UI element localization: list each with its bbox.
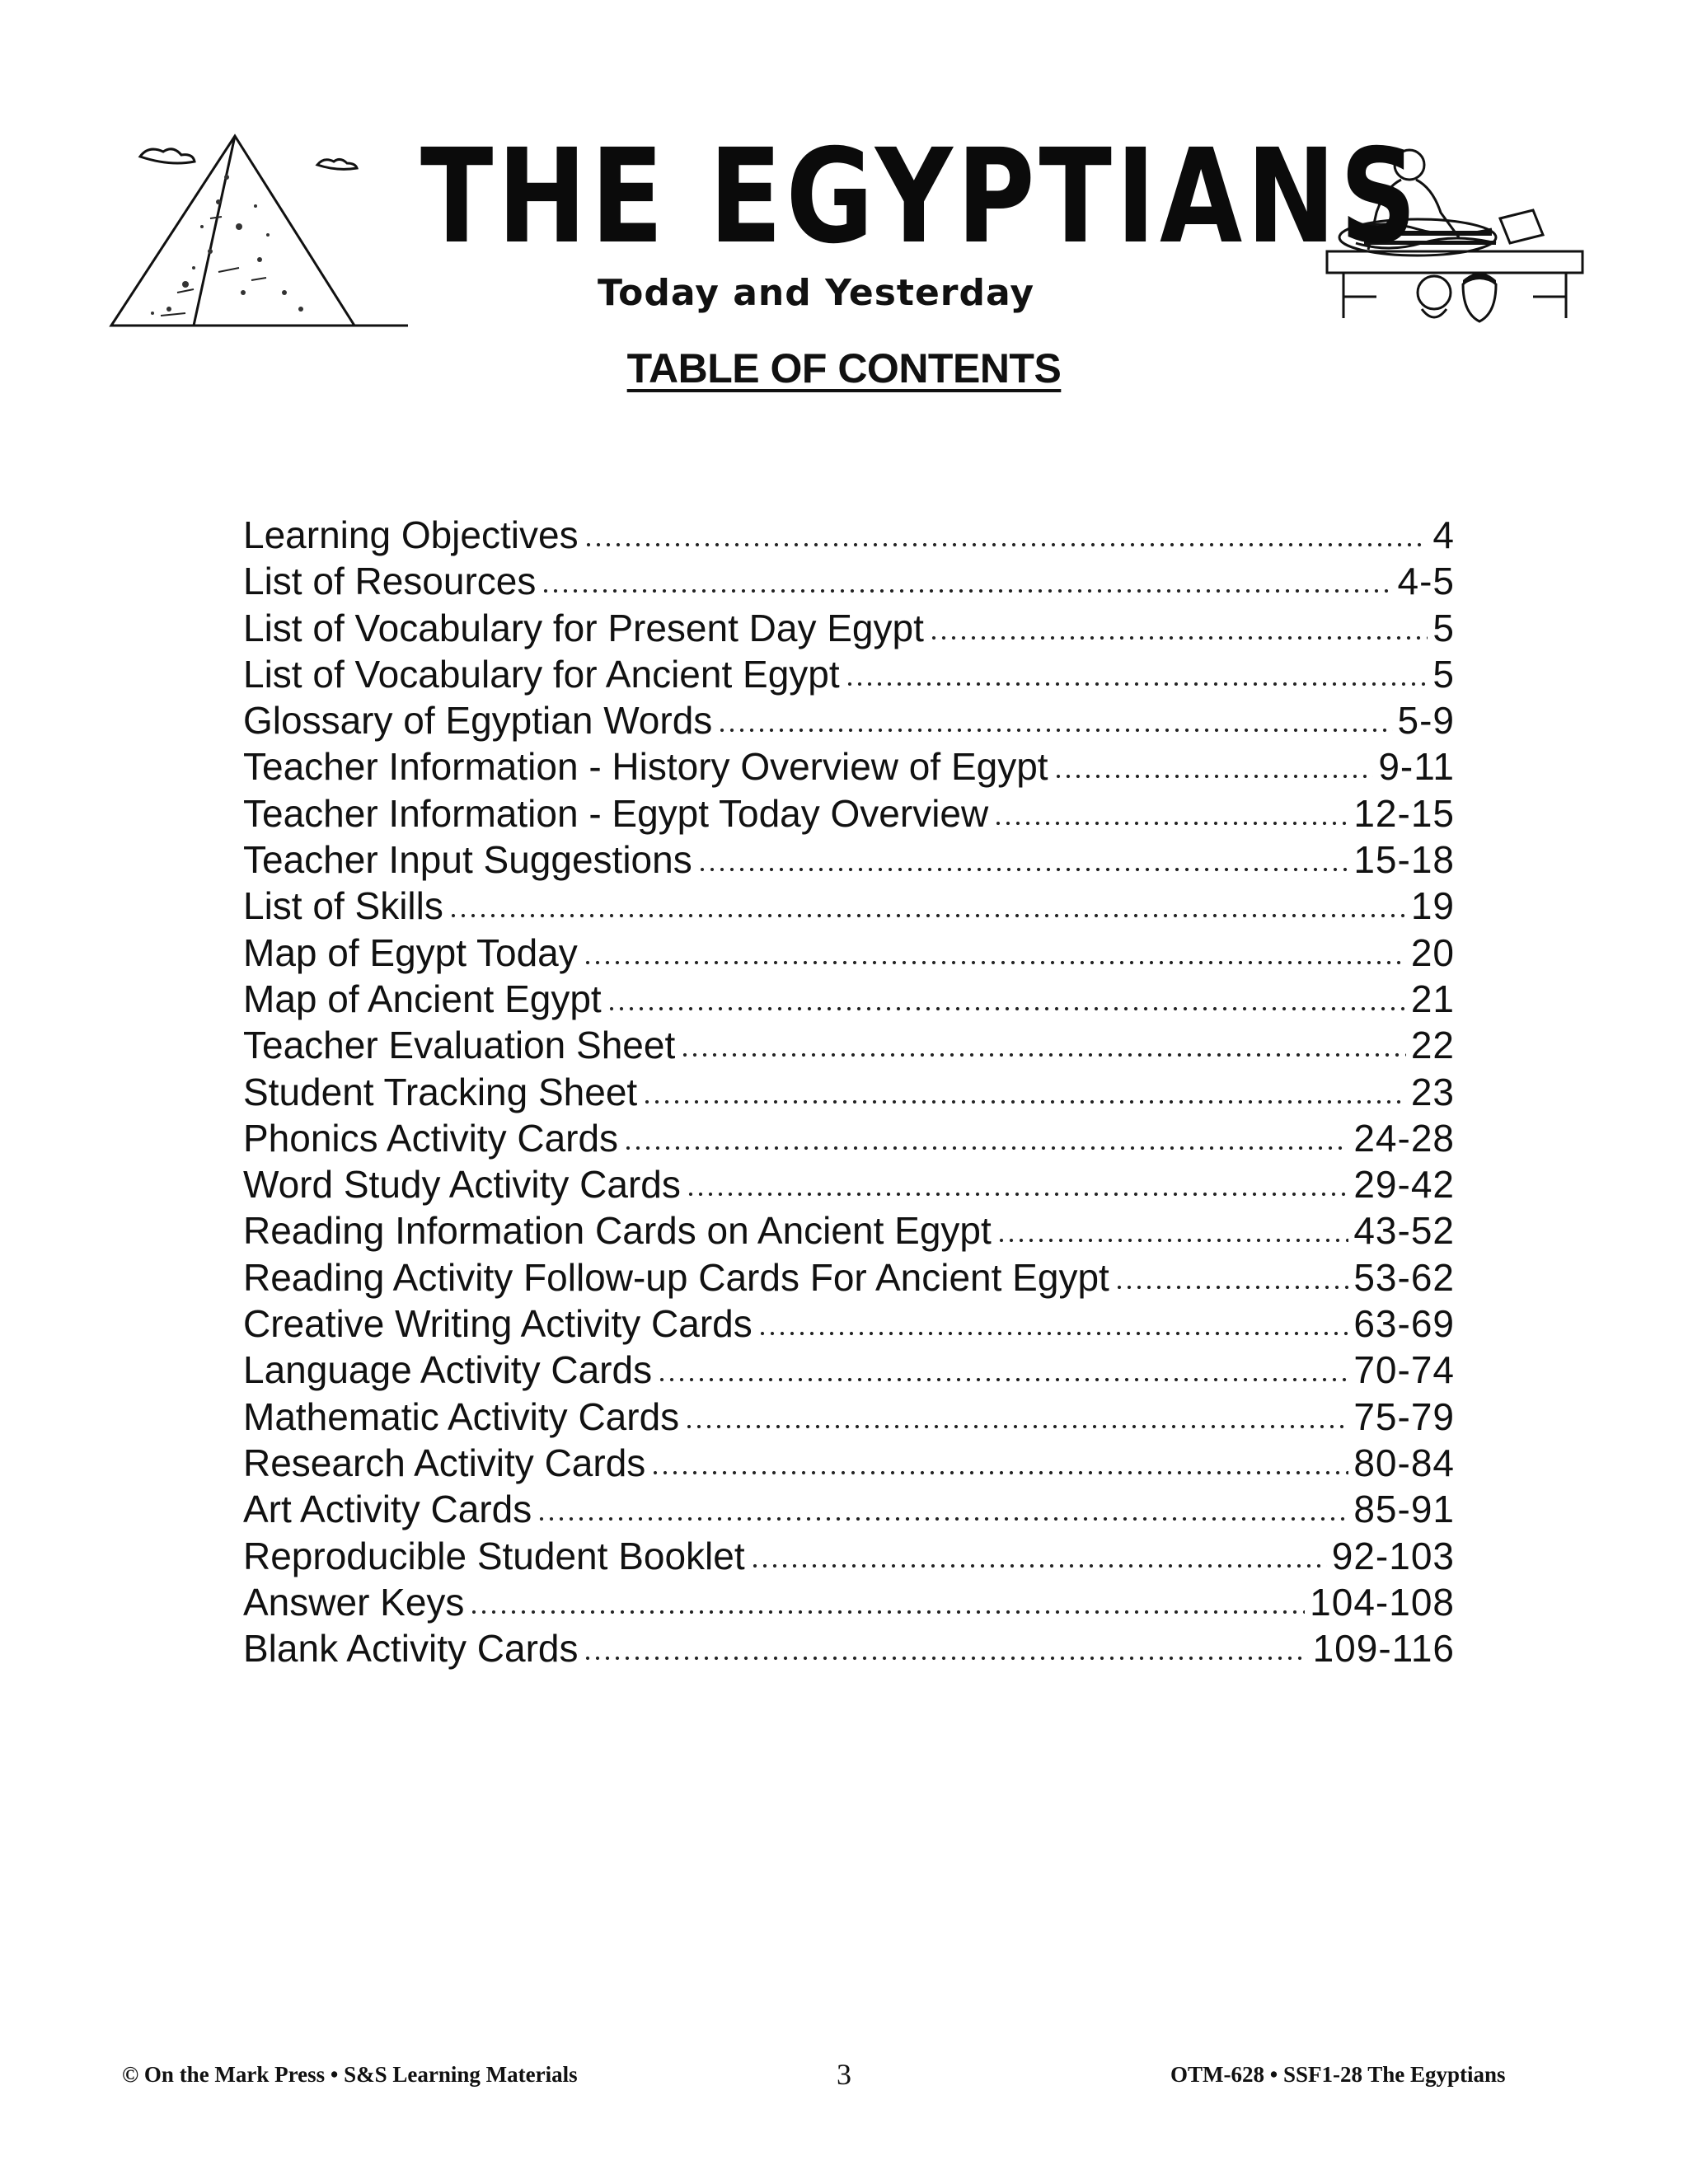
toc-entry-label: Reading Information Cards on Ancient Egypt	[243, 1209, 992, 1253]
toc-entry-label: Glossary of Egyptian Words	[243, 699, 713, 743]
toc-entry-label: Reading Activity Follow-up Cards For Ancient Egypt	[243, 1255, 1109, 1299]
toc-dot-leader	[657, 1376, 1348, 1383]
toc-entry-label: List of Vocabulary for Present Day Egypt	[243, 606, 924, 649]
toc-dot-leader	[697, 866, 1349, 873]
toc-entry-pages: 92-103	[1331, 1534, 1455, 1577]
toc-entry-label: Mathematic Activity Cards	[243, 1394, 680, 1438]
toc-entry-label: Teacher Evaluation Sheet	[243, 1024, 676, 1067]
toc-entry	[243, 1116, 1455, 1162]
toc-entry-label: Phonics Activity Cards	[243, 1116, 619, 1160]
toc-dot-leader	[650, 1469, 1348, 1476]
toc-entry-label: Map of Ancient Egypt	[243, 977, 602, 1020]
footer-publisher: © On the Mark Press • S&S Learning Materials	[122, 2062, 578, 2087]
toc-entry	[243, 1023, 1455, 1069]
toc-entry-pages: 23	[1410, 1070, 1455, 1113]
toc-entry-pages: 85-91	[1353, 1488, 1455, 1531]
toc-entry-pages: 75-79	[1353, 1394, 1455, 1438]
toc-entry-label: List of Vocabulary for Ancient Egypt	[243, 652, 840, 696]
toc-entry	[243, 837, 1455, 883]
toc-dot-leader	[584, 541, 1428, 548]
toc-entry-pages: 24-28	[1353, 1116, 1455, 1160]
toc-dot-leader	[757, 1330, 1349, 1337]
toc-entry	[243, 559, 1455, 605]
toc-entry-pages: 104-108	[1310, 1580, 1455, 1624]
toc-dot-leader	[623, 1145, 1348, 1151]
toc-dot-leader	[684, 1423, 1348, 1430]
toc-entry-pages: 12-15	[1353, 791, 1455, 835]
toc-entry-pages: 4-5	[1397, 560, 1455, 603]
toc-entry	[243, 930, 1455, 977]
toc-dot-leader	[750, 1563, 1327, 1569]
toc-dot-leader	[686, 1191, 1348, 1197]
page-number: 3	[837, 2058, 851, 2091]
toc-entry-pages: 109-116	[1312, 1627, 1455, 1671]
toc-dot-leader	[583, 959, 1406, 966]
toc-entry-pages: 43-52	[1353, 1209, 1455, 1253]
toc-dot-leader	[1114, 1284, 1349, 1291]
table-of-contents	[243, 513, 1455, 1672]
toc-entry-pages: 80-84	[1353, 1441, 1455, 1484]
toc-entry-pages: 4	[1432, 513, 1455, 556]
toc-entry-pages: 5	[1432, 652, 1455, 696]
toc-entry	[243, 652, 1455, 698]
toc-dot-leader	[680, 1052, 1406, 1058]
toc-entry-pages: 63-69	[1353, 1302, 1455, 1346]
toc-dot-leader	[537, 1516, 1348, 1522]
pyramid-icon	[95, 128, 433, 334]
toc-entry	[243, 1487, 1455, 1533]
toc-entry	[243, 1441, 1455, 1487]
toc-entry-pages: 29-42	[1353, 1163, 1455, 1207]
toc-entry	[243, 1301, 1455, 1347]
toc-dot-leader	[929, 635, 1428, 641]
toc-entry-pages: 70-74	[1353, 1348, 1455, 1392]
toc-entry	[243, 1208, 1455, 1254]
toc-entry	[243, 1534, 1455, 1580]
toc-dot-leader	[1053, 773, 1374, 780]
toc-entry-pages: 20	[1410, 930, 1455, 974]
toc-entry	[243, 513, 1455, 559]
toc-entry	[243, 883, 1455, 930]
toc-dot-leader	[607, 1005, 1406, 1012]
toc-entry	[243, 698, 1455, 744]
toc-entry-pages: 15-18	[1353, 838, 1455, 882]
toc-entry-label: List of Resources	[243, 560, 537, 603]
toc-entry-pages: 53-62	[1353, 1255, 1455, 1299]
toc-entry-label: Student Tracking Sheet	[243, 1070, 638, 1113]
toc-entry-label: List of Skills	[243, 884, 443, 928]
toc-dot-leader	[448, 912, 1406, 919]
toc-entry	[243, 1580, 1455, 1626]
toc-entry	[243, 977, 1455, 1023]
toc-dot-leader	[845, 681, 1428, 687]
toc-entry-label: Teacher Information - Egypt Today Overview	[243, 791, 989, 835]
toc-entry-pages: 19	[1410, 884, 1455, 928]
toc-entry	[243, 1070, 1455, 1116]
toc-entry-label: Answer Keys	[243, 1580, 465, 1624]
toc-entry	[243, 744, 1455, 790]
toc-entry	[243, 1255, 1455, 1301]
toc-entry	[243, 1347, 1455, 1394]
toc-dot-leader	[541, 588, 1392, 594]
toc-entry-label: Learning Objectives	[243, 513, 579, 556]
toc-entry-label: Language Activity Cards	[243, 1348, 653, 1392]
toc-dot-leader	[583, 1655, 1307, 1661]
toc-entry	[243, 791, 1455, 837]
toc-entry	[243, 606, 1455, 652]
toc-entry	[243, 1626, 1455, 1672]
book-title: THE EGYPTIANS	[420, 121, 1421, 273]
toc-entry-label: Art Activity Cards	[243, 1488, 532, 1531]
toc-entry-pages: 21	[1410, 977, 1455, 1020]
book-subtitle: Today and Yesterday	[598, 272, 1035, 314]
footer-product-code: OTM-628 • SSF1-28 The Egyptians	[1170, 2062, 1506, 2087]
toc-entry-pages: 5	[1432, 606, 1455, 649]
toc-heading-text: TABLE OF CONTENTS	[626, 345, 1062, 391]
toc-heading	[0, 344, 1688, 392]
toc-dot-leader	[469, 1609, 1305, 1615]
toc-dot-leader	[996, 1237, 1349, 1244]
toc-entry	[243, 1162, 1455, 1208]
toc-entry-label: Word Study Activity Cards	[243, 1163, 681, 1207]
toc-entry-label: Blank Activity Cards	[243, 1627, 579, 1671]
toc-entry-label: Map of Egypt Today	[243, 930, 578, 974]
toc-entry-label: Teacher Information - History Overview of Egypt	[243, 745, 1048, 789]
toc-entry-pages: 9-11	[1378, 745, 1455, 789]
toc-dot-leader	[642, 1099, 1406, 1105]
toc-entry-pages: 5-9	[1397, 699, 1455, 743]
toc-entry-pages: 22	[1410, 1024, 1455, 1067]
toc-dot-leader	[993, 820, 1348, 827]
toc-entry-label: Creative Writing Activity Cards	[243, 1302, 753, 1346]
toc-entry-label: Teacher Input Suggestions	[243, 838, 692, 882]
toc-dot-leader	[717, 727, 1392, 733]
toc-entry-label: Reproducible Student Booklet	[243, 1534, 745, 1577]
toc-entry	[243, 1394, 1455, 1441]
toc-entry-label: Research Activity Cards	[243, 1441, 646, 1484]
